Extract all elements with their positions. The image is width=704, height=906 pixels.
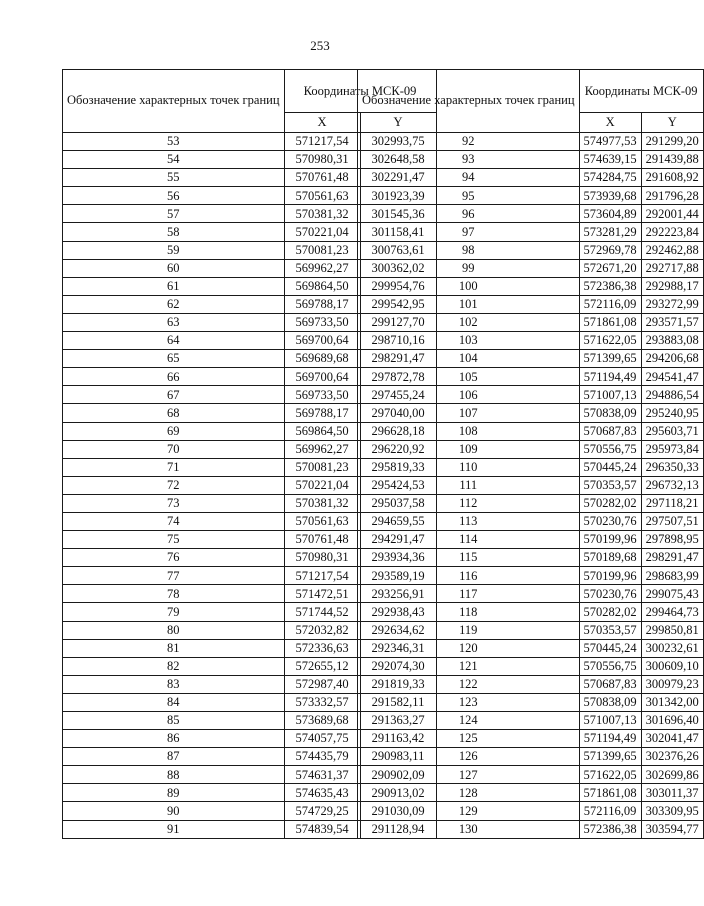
y-coordinate-cell: 293571,57 [641,313,703,331]
x-coordinate-cell: 573332,57 [284,693,360,711]
x-coordinate-cell: 570838,09 [579,404,641,422]
x-coordinate-cell: 572386,38 [579,277,641,295]
x-coordinate-cell: 570230,76 [579,585,641,603]
x-coordinate-cell: 572032,82 [284,621,360,639]
point-number-cell: 116 [358,567,580,585]
x-column-header: X [579,112,641,132]
x-coordinate-cell: 569864,50 [284,277,360,295]
x-coordinate-cell: 572969,78 [579,241,641,259]
y-coordinate-cell: 295973,84 [641,440,703,458]
y-coordinate-cell: 298710,16 [360,332,436,350]
point-number-cell: 59 [63,241,285,259]
x-coordinate-cell: 570189,68 [579,549,641,567]
x-coordinate-cell: 570381,32 [284,494,360,512]
x-coordinate-cell: 569689,68 [284,350,360,368]
point-number-cell: 129 [358,802,580,820]
table-row [358,169,704,187]
point-number-cell: 101 [358,295,580,313]
table-row [358,241,704,259]
y-coordinate-cell: 302993,75 [360,133,436,151]
table-row [358,151,704,169]
table-row [358,766,704,784]
x-coordinate-cell: 569962,27 [284,440,360,458]
x-coordinate-cell: 571744,52 [284,603,360,621]
table-row [358,187,704,205]
x-coordinate-cell: 571007,13 [579,386,641,404]
table-row [358,784,704,802]
table-row [358,404,704,422]
y-coordinate-cell: 303011,37 [641,784,703,802]
x-coordinate-cell: 570445,24 [579,639,641,657]
point-number-cell: 69 [63,422,285,440]
y-coordinate-cell: 291582,11 [360,693,436,711]
y-coordinate-cell: 295424,53 [360,476,436,494]
table-row [358,675,704,693]
x-coordinate-cell: 570761,48 [284,531,360,549]
x-coordinate-cell: 570980,31 [284,549,360,567]
point-number-cell: 102 [358,313,580,331]
y-coordinate-cell: 293589,19 [360,567,436,585]
table-row [358,730,704,748]
y-coordinate-cell: 296732,13 [641,476,703,494]
y-coordinate-cell: 291608,92 [641,169,703,187]
point-number-cell: 124 [358,712,580,730]
x-coordinate-cell: 570199,96 [579,531,641,549]
x-coordinate-cell: 569788,17 [284,295,360,313]
y-coordinate-cell: 291163,42 [360,730,436,748]
x-coordinate-cell: 570353,57 [579,621,641,639]
point-number-cell: 93 [358,151,580,169]
x-coordinate-cell: 574977,53 [579,133,641,151]
y-coordinate-cell: 303594,77 [641,820,703,838]
point-number-cell: 65 [63,350,285,368]
x-coordinate-cell: 572116,09 [579,295,641,313]
x-coordinate-cell: 572116,09 [579,802,641,820]
table-row [358,639,704,657]
point-number-cell: 128 [358,784,580,802]
table-row [358,350,704,368]
y-coordinate-cell: 291363,27 [360,712,436,730]
point-number-cell: 105 [358,368,580,386]
y-coordinate-cell: 292988,17 [641,277,703,295]
y-coordinate-cell: 299075,43 [641,585,703,603]
y-coordinate-cell: 296220,92 [360,440,436,458]
table-row [358,549,704,567]
x-coordinate-cell: 574839,54 [284,820,360,838]
x-coordinate-cell: 570556,75 [579,657,641,675]
x-coordinate-cell: 570445,24 [579,458,641,476]
y-coordinate-cell: 302041,47 [641,730,703,748]
y-coordinate-cell: 301923,39 [360,187,436,205]
x-coordinate-cell: 571861,08 [579,313,641,331]
table-row [358,295,704,313]
point-number-cell: 109 [358,440,580,458]
point-number-cell: 100 [358,277,580,295]
point-number-cell: 118 [358,603,580,621]
point-number-cell: 121 [358,657,580,675]
point-number-cell: 125 [358,730,580,748]
x-coordinate-cell: 574729,25 [284,802,360,820]
x-coordinate-cell: 569733,50 [284,386,360,404]
x-coordinate-cell: 570081,23 [284,458,360,476]
table-row [358,494,704,512]
y-coordinate-cell: 291439,88 [641,151,703,169]
table-row [358,531,704,549]
point-number-cell: 107 [358,404,580,422]
table-row [358,205,704,223]
y-coordinate-cell: 299542,95 [360,295,436,313]
x-coordinate-cell: 570081,23 [284,241,360,259]
point-number-cell: 78 [63,585,285,603]
y-coordinate-cell: 290983,11 [360,748,436,766]
point-number-cell: 66 [63,368,285,386]
x-coordinate-cell: 574635,43 [284,784,360,802]
x-coordinate-cell: 569700,64 [284,332,360,350]
y-coordinate-cell: 292462,88 [641,241,703,259]
y-coordinate-cell: 300763,61 [360,241,436,259]
point-number-cell: 55 [63,169,285,187]
table-row [358,259,704,277]
y-coordinate-cell: 291796,28 [641,187,703,205]
x-coordinate-cell: 570353,57 [579,476,641,494]
point-number-cell: 53 [63,133,285,151]
point-number-cell: 117 [358,585,580,603]
y-coordinate-cell: 297455,24 [360,386,436,404]
y-coordinate-cell: 297507,51 [641,512,703,530]
point-number-cell: 127 [358,766,580,784]
point-number-cell: 111 [358,476,580,494]
point-number-cell: 85 [63,712,285,730]
y-coordinate-cell: 294886,54 [641,386,703,404]
y-column-header: Y [360,112,436,132]
point-number-cell: 68 [63,404,285,422]
table-row [358,133,704,151]
y-coordinate-cell: 295037,58 [360,494,436,512]
x-coordinate-cell: 572987,40 [284,675,360,693]
x-coordinate-cell: 571622,05 [579,766,641,784]
coordinates-group-header: Координаты МСК-09 [579,70,703,113]
y-coordinate-cell: 292223,84 [641,223,703,241]
y-coordinate-cell: 294541,47 [641,368,703,386]
x-coordinate-cell: 570230,76 [579,512,641,530]
x-coordinate-cell: 572386,38 [579,820,641,838]
y-coordinate-cell: 296628,18 [360,422,436,440]
x-coordinate-cell: 573281,29 [579,223,641,241]
y-coordinate-cell: 302291,47 [360,169,436,187]
y-coordinate-cell: 299127,70 [360,313,436,331]
y-coordinate-cell: 291030,09 [360,802,436,820]
point-number-cell: 67 [63,386,285,404]
x-coordinate-cell: 574631,37 [284,766,360,784]
y-coordinate-cell: 296350,33 [641,458,703,476]
y-coordinate-cell: 301545,36 [360,205,436,223]
x-coordinate-cell: 574057,75 [284,730,360,748]
y-coordinate-cell: 294291,47 [360,531,436,549]
table-row [358,313,704,331]
point-number-cell: 130 [358,820,580,838]
x-coordinate-cell: 570561,63 [284,187,360,205]
point-number-cell: 91 [63,820,285,838]
y-coordinate-cell: 300232,61 [641,639,703,657]
table-row [358,368,704,386]
point-number-cell: 92 [358,133,580,151]
x-column-header: X [284,112,360,132]
point-number-cell: 84 [63,693,285,711]
y-coordinate-cell: 297898,95 [641,531,703,549]
x-coordinate-cell: 570761,48 [284,169,360,187]
x-coordinate-cell: 571472,51 [284,585,360,603]
x-coordinate-cell: 569700,64 [284,368,360,386]
x-coordinate-cell: 569788,17 [284,404,360,422]
point-number-cell: 123 [358,693,580,711]
y-coordinate-cell: 293883,08 [641,332,703,350]
point-number-cell: 72 [63,476,285,494]
table-row [358,386,704,404]
x-coordinate-cell: 571007,13 [579,712,641,730]
point-number-cell: 74 [63,512,285,530]
y-coordinate-cell: 300362,02 [360,259,436,277]
y-coordinate-cell: 298291,47 [641,549,703,567]
y-coordinate-cell: 302376,26 [641,748,703,766]
point-number-cell: 108 [358,422,580,440]
x-coordinate-cell: 571217,54 [284,133,360,151]
point-number-cell: 96 [358,205,580,223]
point-number-cell: 95 [358,187,580,205]
y-coordinate-cell: 293934,36 [360,549,436,567]
y-coordinate-cell: 293272,99 [641,295,703,313]
point-number-cell: 88 [63,766,285,784]
x-coordinate-cell: 570561,63 [284,512,360,530]
y-coordinate-cell: 290902,09 [360,766,436,784]
point-number-cell: 97 [358,223,580,241]
point-number-cell: 54 [63,151,285,169]
x-coordinate-cell: 570687,83 [579,675,641,693]
table-row [358,332,704,350]
point-number-cell: 120 [358,639,580,657]
table-row [358,223,704,241]
table-row [358,802,704,820]
y-coordinate-cell: 292938,43 [360,603,436,621]
point-number-cell: 63 [63,313,285,331]
y-column-header: Y [641,112,703,132]
y-coordinate-cell: 297118,21 [641,494,703,512]
x-coordinate-cell: 570199,96 [579,567,641,585]
y-coordinate-cell: 295603,71 [641,422,703,440]
table-row [358,748,704,766]
table-row [358,603,704,621]
x-coordinate-cell: 570381,32 [284,205,360,223]
y-coordinate-cell: 297040,00 [360,404,436,422]
x-coordinate-cell: 571622,05 [579,332,641,350]
x-coordinate-cell: 572655,12 [284,657,360,675]
table-row [358,621,704,639]
point-number-cell: 126 [358,748,580,766]
y-coordinate-cell: 299464,73 [641,603,703,621]
point-number-cell: 60 [63,259,285,277]
y-coordinate-cell: 299850,81 [641,621,703,639]
point-number-cell: 82 [63,657,285,675]
x-coordinate-cell: 572671,20 [579,259,641,277]
x-coordinate-cell: 571217,54 [284,567,360,585]
x-coordinate-cell: 570282,02 [579,603,641,621]
point-number-cell: 87 [63,748,285,766]
x-coordinate-cell: 570221,04 [284,476,360,494]
point-number-cell: 56 [63,187,285,205]
x-coordinate-cell: 571194,49 [579,730,641,748]
point-number-cell: 58 [63,223,285,241]
x-coordinate-cell: 569733,50 [284,313,360,331]
y-coordinate-cell: 294206,68 [641,350,703,368]
table-row [358,712,704,730]
point-number-cell: 64 [63,332,285,350]
point-number-cell: 110 [358,458,580,476]
x-coordinate-cell: 570687,83 [579,422,641,440]
point-number-cell: 90 [63,802,285,820]
y-coordinate-cell: 298683,99 [641,567,703,585]
point-number-cell: 106 [358,386,580,404]
y-coordinate-cell: 290913,02 [360,784,436,802]
point-number-cell: 89 [63,784,285,802]
x-coordinate-cell: 569962,27 [284,259,360,277]
y-coordinate-cell: 299954,76 [360,277,436,295]
table-row [358,820,704,838]
point-number-cell: 104 [358,350,580,368]
coordinates-group-header: Координаты МСК-09 [284,70,436,113]
table-row [358,585,704,603]
x-coordinate-cell: 570838,09 [579,693,641,711]
x-coordinate-cell: 574284,75 [579,169,641,187]
y-coordinate-cell: 292634,62 [360,621,436,639]
y-coordinate-cell: 301342,00 [641,693,703,711]
x-coordinate-cell: 571861,08 [579,784,641,802]
y-coordinate-cell: 303309,95 [641,802,703,820]
point-number-cell: 113 [358,512,580,530]
point-number-cell: 57 [63,205,285,223]
y-coordinate-cell: 294659,55 [360,512,436,530]
label-column-header: Обозначение характерных точек границ [358,70,580,133]
x-coordinate-cell: 570556,75 [579,440,641,458]
x-coordinate-cell: 574639,15 [579,151,641,169]
table-row [358,657,704,675]
point-number-cell: 112 [358,494,580,512]
point-number-cell: 71 [63,458,285,476]
x-coordinate-cell: 571399,65 [579,748,641,766]
point-number-cell: 61 [63,277,285,295]
point-number-cell: 119 [358,621,580,639]
y-coordinate-cell: 292001,44 [641,205,703,223]
y-coordinate-cell: 293256,91 [360,585,436,603]
x-coordinate-cell: 571194,49 [579,368,641,386]
y-coordinate-cell: 301696,40 [641,712,703,730]
point-number-cell: 77 [63,567,285,585]
point-number-cell: 83 [63,675,285,693]
point-number-cell: 79 [63,603,285,621]
y-coordinate-cell: 301158,41 [360,223,436,241]
y-coordinate-cell: 297872,78 [360,368,436,386]
x-coordinate-cell: 573939,68 [579,187,641,205]
y-coordinate-cell: 291128,94 [360,820,436,838]
table-body [358,133,704,839]
table-row [358,422,704,440]
y-coordinate-cell: 298291,47 [360,350,436,368]
point-number-cell: 76 [63,549,285,567]
point-number-cell: 99 [358,259,580,277]
table-row [358,440,704,458]
table-row [358,476,704,494]
x-coordinate-cell: 573689,68 [284,712,360,730]
x-coordinate-cell: 571399,65 [579,350,641,368]
x-coordinate-cell: 573604,89 [579,205,641,223]
y-coordinate-cell: 302699,86 [641,766,703,784]
y-coordinate-cell: 292717,88 [641,259,703,277]
point-number-cell: 86 [63,730,285,748]
label-column-header: Обозначение характерных точек границ [63,70,285,133]
point-number-cell: 70 [63,440,285,458]
table-row [358,693,704,711]
y-coordinate-cell: 300979,23 [641,675,703,693]
x-coordinate-cell: 574435,79 [284,748,360,766]
y-coordinate-cell: 302648,58 [360,151,436,169]
table-row [358,567,704,585]
point-number-cell: 98 [358,241,580,259]
y-coordinate-cell: 295819,33 [360,458,436,476]
table-row [358,512,704,530]
page-number: 253 [310,38,330,53]
point-number-cell: 114 [358,531,580,549]
x-coordinate-cell: 569864,50 [284,422,360,440]
y-coordinate-cell: 291819,33 [360,675,436,693]
point-number-cell: 81 [63,639,285,657]
point-number-cell: 122 [358,675,580,693]
x-coordinate-cell: 570980,31 [284,151,360,169]
point-number-cell: 103 [358,332,580,350]
y-coordinate-cell: 292074,30 [360,657,436,675]
point-number-cell: 75 [63,531,285,549]
x-coordinate-cell: 570221,04 [284,223,360,241]
point-number-cell: 73 [63,494,285,512]
point-number-cell: 62 [63,295,285,313]
y-coordinate-cell: 292346,31 [360,639,436,657]
point-number-cell: 80 [63,621,285,639]
y-coordinate-cell: 291299,20 [641,133,703,151]
coordinates-table-right [357,69,704,839]
x-coordinate-cell: 570282,02 [579,494,641,512]
table-row [358,458,704,476]
y-coordinate-cell: 300609,10 [641,657,703,675]
point-number-cell: 94 [358,169,580,187]
x-coordinate-cell: 572336,63 [284,639,360,657]
y-coordinate-cell: 295240,95 [641,404,703,422]
point-number-cell: 115 [358,549,580,567]
table-row [358,277,704,295]
